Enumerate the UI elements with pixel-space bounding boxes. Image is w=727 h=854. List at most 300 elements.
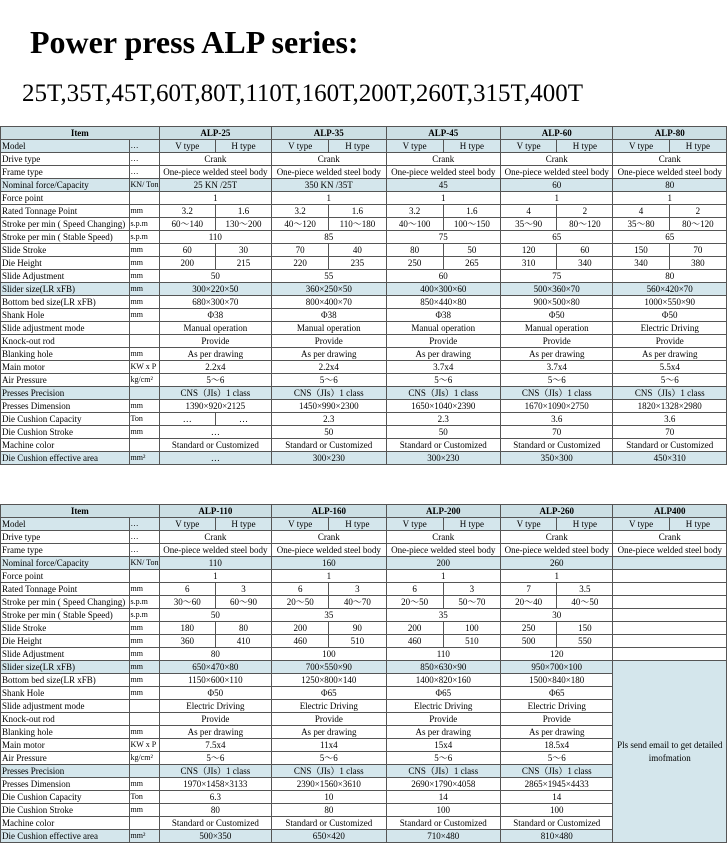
row-unit: mm [129, 283, 159, 296]
spec-value: 340 [613, 257, 669, 270]
table-row [1, 374, 727, 387]
spec-value: Provide [386, 335, 500, 348]
row-unit: kg/cm² [129, 752, 159, 765]
row-unit: mm² [129, 452, 159, 465]
spec-value: Standard or Customized [501, 439, 613, 452]
spec-value: 3.7x4 [386, 361, 500, 374]
model-header: ALP-200 [386, 505, 500, 518]
table-row [1, 179, 727, 192]
table-row [1, 322, 727, 335]
spec-value: Φ38 [272, 309, 386, 322]
table-row [1, 609, 727, 622]
spec-value: 130～200 [215, 218, 271, 231]
spec-value: One-piece welded steel body [501, 166, 613, 179]
table-row [1, 518, 727, 531]
row-unit: kg/cm² [129, 374, 159, 387]
spec-value: Provide [272, 713, 386, 726]
spec-value: Φ38 [386, 309, 500, 322]
spec-value: 1 [272, 570, 386, 583]
spec-value: 1 [159, 192, 271, 205]
spec-value: 2.2x4 [159, 361, 271, 374]
table-row [1, 557, 727, 570]
row-unit: KN/ Ton [129, 557, 159, 570]
spec-value: As per drawing [613, 348, 727, 361]
row-unit: mm [129, 648, 159, 661]
spec-value: 1 [386, 570, 500, 583]
spec-value: Standard or Customized [272, 817, 386, 830]
spec-value: 50 [272, 426, 386, 439]
spec-value [613, 648, 727, 661]
spec-value: Electric Driving [501, 700, 613, 713]
spec-value: H type [215, 518, 271, 531]
row-label: Slide Adjustment [1, 648, 130, 661]
spec-value: As per drawing [272, 348, 386, 361]
table-row [1, 622, 727, 635]
spec-value: 6.3 [159, 791, 271, 804]
table-row [1, 531, 727, 544]
spec-value: As per drawing [501, 726, 613, 739]
table-row [1, 413, 727, 426]
spec-value: 50 [159, 270, 271, 283]
spec-value: 2 [557, 205, 613, 218]
table-row [1, 192, 727, 205]
table-row [1, 361, 727, 374]
spec-value: 110 [159, 231, 271, 244]
spec-value: Φ38 [159, 309, 271, 322]
spec-value: 1390×920×2125 [159, 400, 271, 413]
spec-value: 700×550×90 [272, 661, 386, 674]
spec-value: 5～6 [386, 374, 500, 387]
spec-value: One-piece welded steel body [272, 166, 386, 179]
spec-value: 80 [613, 179, 727, 192]
spec-value: 60 [557, 244, 613, 257]
row-unit: … [129, 166, 159, 179]
row-unit: mm [129, 674, 159, 687]
table-row [1, 544, 727, 557]
spec-value: V type [272, 140, 329, 153]
row-unit: … [129, 544, 159, 557]
model-header: ALP400 [613, 505, 727, 518]
spec-value: 100 [443, 622, 500, 635]
spec-value: 45 [386, 179, 500, 192]
spec-value: 80 [386, 244, 443, 257]
spec-value: V type [501, 140, 557, 153]
spec-value: Φ65 [386, 687, 500, 700]
spec-value: … [159, 452, 271, 465]
table-row [1, 570, 727, 583]
spec-value: 1.6 [443, 205, 500, 218]
row-label: Slide adjustment mode [1, 322, 130, 335]
spec-value: Provide [272, 335, 386, 348]
row-unit: mm [129, 296, 159, 309]
table-row [1, 283, 727, 296]
spec-value: 1 [501, 192, 613, 205]
spec-value: Provide [159, 713, 271, 726]
spec-value: 35～90 [501, 218, 557, 231]
row-unit: mm [129, 309, 159, 322]
page-title: Power press ALP series: [30, 24, 359, 60]
spec-value: 360 [159, 635, 215, 648]
spec-value: 260 [501, 557, 613, 570]
row-unit [129, 713, 159, 726]
spec-value: 80 [613, 270, 727, 283]
table-row [1, 244, 727, 257]
spec-value: 3.2 [386, 205, 443, 218]
spec-value: 215 [215, 257, 271, 270]
table-row [1, 348, 727, 361]
spec-value: One-piece welded steel body [613, 544, 727, 557]
spec-value: H type [329, 140, 386, 153]
spec-value: Electric Driving [272, 700, 386, 713]
spec-value: 300×230 [386, 452, 500, 465]
spec-value: 100～150 [443, 218, 500, 231]
row-unit [129, 570, 159, 583]
spec-value: 35 [386, 609, 500, 622]
row-unit: mm [129, 622, 159, 635]
table-row [1, 596, 727, 609]
spec-value: 5～6 [613, 374, 727, 387]
row-unit: mm [129, 244, 159, 257]
spec-value: 3.6 [613, 413, 727, 426]
spec-value: 20～50 [386, 596, 443, 609]
row-label: Force point [1, 570, 130, 583]
spec-value: H type [669, 518, 726, 531]
spec-value [613, 570, 727, 583]
spec-value [613, 635, 727, 648]
spec-value: 250 [386, 257, 443, 270]
spec-value: 4 [501, 205, 557, 218]
spec-value: 110～180 [329, 218, 386, 231]
spec-value: 85 [272, 231, 386, 244]
spec-value: 1650×1040×2390 [386, 400, 500, 413]
spec-value: 3 [443, 583, 500, 596]
table-row [1, 635, 727, 648]
spec-value: 310 [501, 257, 557, 270]
spec-value: 500 [501, 635, 557, 648]
spec-value: 360×250×50 [272, 283, 386, 296]
spec-value: 560×420×70 [613, 283, 727, 296]
model-header: ALP-160 [272, 505, 386, 518]
spec-value: CNS（JIs）1 class [272, 765, 386, 778]
spec-value: 1820×1328×2980 [613, 400, 727, 413]
row-unit: mm [129, 205, 159, 218]
spec-value: V type [386, 518, 443, 531]
spec-value: H type [443, 140, 500, 153]
row-unit: Ton [129, 413, 159, 426]
row-unit: mm [129, 804, 159, 817]
spec-value: 850×440×80 [386, 296, 500, 309]
spec-value [613, 622, 727, 635]
spec-value: 60～140 [159, 218, 215, 231]
spec-value: 70 [669, 244, 726, 257]
spec-value [613, 609, 727, 622]
table-row [1, 218, 727, 231]
spec-value: 65 [501, 231, 613, 244]
spec-value: 120 [501, 648, 613, 661]
spec-value: Provide [386, 713, 500, 726]
row-unit [129, 439, 159, 452]
model-header: ALP-35 [272, 127, 386, 140]
spec-value: 3.7x4 [501, 361, 613, 374]
spec-value: 80～120 [669, 218, 726, 231]
spec-value: 14 [386, 791, 500, 804]
row-label: Presses Precision [1, 765, 130, 778]
row-label: Frame type [1, 166, 130, 179]
spec-value: 3 [329, 583, 386, 596]
spec-value: 60 [501, 179, 613, 192]
spec-value: … [159, 413, 215, 426]
spec-value: 150 [557, 622, 613, 635]
spec-value: 40～100 [386, 218, 443, 231]
row-label: Stroke per min ( Speed Changing) [1, 596, 130, 609]
row-label: Die Height [1, 635, 130, 648]
contact-note: Pls send email to get detailed imofmation [613, 661, 727, 843]
spec-value: 100 [501, 804, 613, 817]
spec-value: H type [557, 518, 613, 531]
spec-value: 80 [215, 622, 271, 635]
spec-value: 5～6 [159, 374, 271, 387]
row-unit: KW x P [129, 739, 159, 752]
spec-value: 11x4 [272, 739, 386, 752]
row-label: Slide Adjustment [1, 270, 130, 283]
table-row [1, 205, 727, 218]
spec-value: As per drawing [386, 348, 500, 361]
spec-value: 1.6 [215, 205, 271, 218]
row-unit: mm [129, 270, 159, 283]
header-row [1, 127, 727, 140]
row-label: Slider size(LR xFB) [1, 661, 130, 674]
row-label: Slide adjustment mode [1, 700, 130, 713]
spec-value: Manual operation [272, 322, 386, 335]
row-label: Air Pressure [1, 752, 130, 765]
table-row [1, 661, 727, 674]
spec-value: One-piece welded steel body [159, 544, 271, 557]
spec-value: One-piece welded steel body [386, 544, 500, 557]
spec-value: 200 [386, 557, 500, 570]
spec-value: 1 [613, 192, 727, 205]
spec-value: Standard or Customized [386, 439, 500, 452]
spec-value: 1000×550×90 [613, 296, 727, 309]
spec-value: 380 [669, 257, 726, 270]
spec-value: Crank [386, 531, 500, 544]
row-label: Knock-out rod [1, 335, 130, 348]
spec-value: Crank [272, 153, 386, 166]
row-label: Rated Tonnage Point [1, 205, 130, 218]
spec-value: 200 [272, 622, 329, 635]
spec-value: Φ50 [501, 309, 613, 322]
row-unit: mm [129, 400, 159, 413]
spec-value: H type [557, 140, 613, 153]
row-unit: mm [129, 778, 159, 791]
row-unit: … [129, 518, 159, 531]
spec-value: 150 [613, 244, 669, 257]
row-label: Die Cushion effective area [1, 452, 130, 465]
spec-value: 810×480 [501, 830, 613, 843]
spec-value: 300×230 [272, 452, 386, 465]
spec-value: Crank [501, 531, 613, 544]
row-label: Die Cushion effective area [1, 830, 130, 843]
spec-value: 50～70 [443, 596, 500, 609]
spec-value: 55 [272, 270, 386, 283]
spec-value [613, 596, 727, 609]
table-row [1, 296, 727, 309]
spec-value: 680×300×70 [159, 296, 271, 309]
row-unit [129, 817, 159, 830]
spec-value: 2.3 [272, 413, 386, 426]
spec-value: 4 [613, 205, 669, 218]
spec-value: 3.2 [272, 205, 329, 218]
spec-value: Standard or Customized [159, 439, 271, 452]
spec-value: Electric Driving [159, 700, 271, 713]
row-label: Main motor [1, 739, 130, 752]
spec-value: 14 [501, 791, 613, 804]
spec-value: 60～90 [215, 596, 271, 609]
spec-value: Provide [159, 335, 271, 348]
spec-value: H type [215, 140, 271, 153]
spec-value: 710×480 [386, 830, 500, 843]
model-header: ALP-80 [613, 127, 727, 140]
spec-value: 110 [386, 648, 500, 661]
spec-value: 950×700×100 [501, 661, 613, 674]
spec-value: 5～6 [272, 374, 386, 387]
spec-value: Crank [613, 531, 727, 544]
spec-value: 5.5x4 [613, 361, 727, 374]
spec-value: 2390×1560×3610 [272, 778, 386, 791]
spec-value: 1500×840×180 [501, 674, 613, 687]
spec-value: 40～70 [329, 596, 386, 609]
spec-value: Provide [613, 335, 727, 348]
spec-value: Standard or Customized [272, 439, 386, 452]
row-label: Rated Tonnage Point [1, 583, 130, 596]
spec-value: CNS（JIs）1 class [386, 765, 500, 778]
row-unit: mm [129, 635, 159, 648]
spec-value: 1.6 [329, 205, 386, 218]
row-label: Slider size(LR xFB) [1, 283, 130, 296]
spec-value [613, 583, 727, 596]
spec-value: 410 [215, 635, 271, 648]
spec-value: 350 KN /35T [272, 179, 386, 192]
spec-value: 35 [272, 609, 386, 622]
spec-value: CNS（JIs）1 class [386, 387, 500, 400]
spec-value: 6 [386, 583, 443, 596]
spec-value: 250 [501, 622, 557, 635]
spec-value: 6 [159, 583, 215, 596]
spec-value: One-piece welded steel body [386, 166, 500, 179]
spec-value: 1450×990×2300 [272, 400, 386, 413]
table-row [1, 400, 727, 413]
spec-value: 235 [329, 257, 386, 270]
spec-value: Crank [159, 531, 271, 544]
spec-value: 510 [443, 635, 500, 648]
row-unit: s.p.m [129, 609, 159, 622]
spec-value: 7 [501, 583, 557, 596]
spec-value: One-piece welded steel body [272, 544, 386, 557]
spec-value: 30～60 [159, 596, 215, 609]
spec-value: 1 [501, 570, 613, 583]
row-unit: … [129, 153, 159, 166]
spec-value: Manual operation [159, 322, 271, 335]
spec-value: Φ50 [613, 309, 727, 322]
spec-value: 265 [443, 257, 500, 270]
spec-value: 50 [443, 244, 500, 257]
row-label: Air Pressure [1, 374, 130, 387]
spec-value: 2 [669, 205, 726, 218]
spec-value: 1 [272, 192, 386, 205]
spec-value: H type [443, 518, 500, 531]
row-unit: … [129, 531, 159, 544]
row-label: Force point [1, 192, 130, 205]
row-label: Frame type [1, 544, 130, 557]
table-row [1, 257, 727, 270]
row-unit: KW x P [129, 361, 159, 374]
spec-value: 70 [613, 426, 727, 439]
spec-value: Standard or Customized [501, 817, 613, 830]
row-label: Model [1, 140, 130, 153]
spec-value: 15x4 [386, 739, 500, 752]
row-label: Die Cushion Capacity [1, 413, 130, 426]
spec-value: 40～120 [272, 218, 329, 231]
spec-value: 10 [272, 791, 386, 804]
spec-value: Manual operation [501, 322, 613, 335]
spec-value: Crank [501, 153, 613, 166]
spec-value: 1400×820×160 [386, 674, 500, 687]
spec-value: CNS（JIs）1 class [159, 765, 271, 778]
row-unit: mm² [129, 830, 159, 843]
spec-value: 510 [329, 635, 386, 648]
spec-value: 850×630×90 [386, 661, 500, 674]
row-unit [129, 335, 159, 348]
spec-value: Φ65 [501, 687, 613, 700]
table-row [1, 387, 727, 400]
spec-value: 25 KN /25T [159, 179, 271, 192]
spec-value: 500×360×70 [501, 283, 613, 296]
table-row [1, 309, 727, 322]
spec-value: 800×400×70 [272, 296, 386, 309]
spec-value [613, 557, 727, 570]
spec-value: 2.3 [386, 413, 500, 426]
spec-value: 50 [159, 609, 271, 622]
spec-value: CNS（JIs）1 class [501, 765, 613, 778]
row-label: Main motor [1, 361, 130, 374]
spec-value: … [215, 413, 271, 426]
spec-value: Φ65 [272, 687, 386, 700]
row-unit: s.p.m [129, 231, 159, 244]
row-label: Die Cushion Capacity [1, 791, 130, 804]
row-label: Presses Precision [1, 387, 130, 400]
spec-value: 100 [386, 804, 500, 817]
spec-value: 1970×1458×3133 [159, 778, 271, 791]
spec-value: 650×470×80 [159, 661, 271, 674]
spec-value: 100 [272, 648, 386, 661]
spec-value: 40～50 [557, 596, 613, 609]
spec-value: Provide [501, 335, 613, 348]
row-label: Bottom bed size(LR xFB) [1, 674, 130, 687]
spec-value: 460 [386, 635, 443, 648]
spec-value: 650×420 [272, 830, 386, 843]
spec-value: One-piece welded steel body [613, 166, 727, 179]
row-unit: s.p.m [129, 218, 159, 231]
table-row [1, 648, 727, 661]
spec-value: As per drawing [501, 348, 613, 361]
spec-value: 550 [557, 635, 613, 648]
row-label: Stroke per min ( Stable Speed) [1, 609, 130, 622]
spec-value: 65 [613, 231, 727, 244]
table-row [1, 140, 727, 153]
spec-value: Crank [613, 153, 727, 166]
spec-value: 500×350 [159, 830, 271, 843]
table-row [1, 270, 727, 283]
row-label: Die Cushion Stroke [1, 426, 130, 439]
